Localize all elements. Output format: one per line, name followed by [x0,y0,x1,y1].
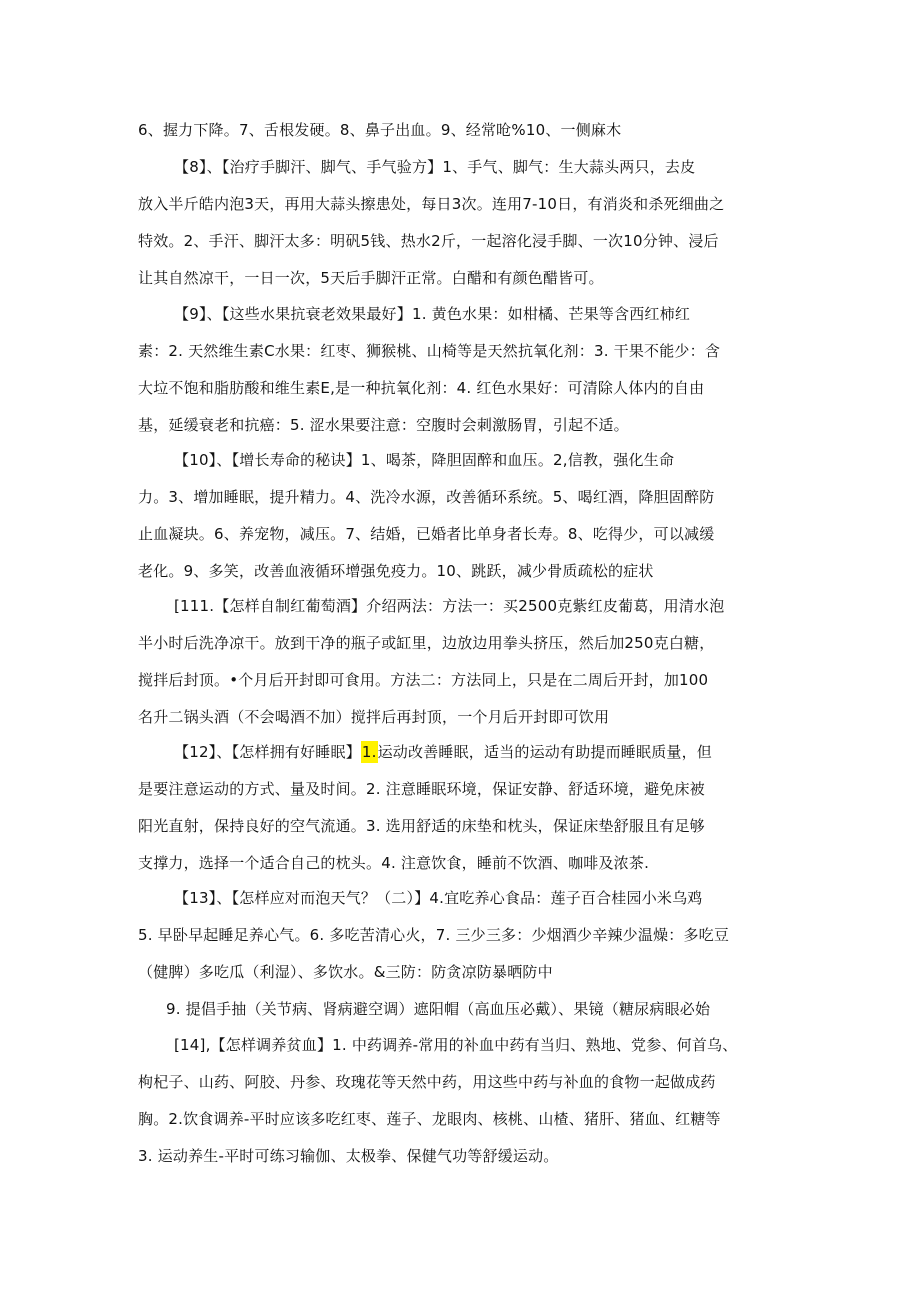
text-line: 5. 早卧早起睡足养心气。6. 多吃苦清心火，7. 三少三多：少烟酒少辛辣少温燥：多吃豆 [138,926,730,944]
text-line: 9. 提倡手抽（关节病、肾病避空调）遮阳帽（高血压必戴）、果镜（糖尿病眼必始 [166,1000,711,1018]
paragraph-8-sweat-remedy [138,149,778,297]
text-line: 放入半斤皓内泡3天，再用大蒜头擦患处，每日3次。连用7-10日，有消炎和杀死细曲之 [138,195,725,213]
text-line: 6、握力下降。7、舌根发硬。8、鼻子出血。9、经常呛%10、一侧麻木 [138,121,622,139]
paragraph-9-fruits [138,296,778,444]
text-line: 老化。9、多笑，改善血液循环增强免疫力。10、跳跃，减少骨质疏松的症状 [138,562,654,580]
text-line: 止血凝块。6、养宠物，减压。7、结婚，已婚者比单身者长寿。8、吃得少，可以减缓 [138,525,715,543]
text-line: 让其自然凉干，一日一次，5天后手脚汗正常。白醋和有颜色醋皆可。 [138,269,604,287]
text-line: [14],【怎样调养贫血】1. 中药调养-常用的补血中药有当归、熟地、党参、何首乌、 [174,1036,738,1054]
text-line: 【13】、【怎样应对而泡天气？（二）】4.宜吃养心食品：莲子百合桂园小米乌鸡 [174,889,703,907]
text-line: 【8】、【治疗手脚汗、脚气、手气验方】1、手气、脚气：生大蒜头两只，去皮 [174,158,696,176]
paragraph-13-weather [138,880,778,1028]
text-line: 特效。2、手汗、脚汗太多：明矾5钱、热水2斤，一起溶化浸手脚、一次10分钟、浸后 [138,232,719,250]
text-line: 力。3、增加睡眠，提升精力。4、洗冷水源，改善循环系统。5、喝红酒，降胆固醉防 [138,488,715,506]
text-line: 3. 运动养生-平时可练习输伽、太极拳、保健气功等舒缓运动。 [138,1147,559,1165]
text-line: 阳光直射，保持良好的空气流通。3. 选用舒适的床垫和枕头，保证床垫舒服且有足够 [138,817,705,835]
text-line: 大垃不饱和脂肪酸和维生素E,是一种抗氧化剂：4. 红色水果好：可清除人体内的自由 [138,379,705,397]
text-line: 搅拌后封顶。•个月后开封即可食用。方法二：方法同上，只是在二周后开封，加100 [138,671,709,689]
heading-text: 【12】、【怎样拥有好睡眠】 [174,743,361,761]
body-text: 运动改善睡眠，适当的运动有助提而睡眠质量，但 [377,743,713,761]
paragraph-10-longevity [138,442,778,590]
text-line: 半小时后洗净凉干。放到干净的瓶子或缸里，边放边用拳头挤压，然后加250克白糖， [138,634,715,652]
highlighted-text: 1. [361,743,377,761]
text-line [138,734,778,771]
text-line: [111.【怎样自制红葡萄酒】介绍两法：方法一：买2500克紫红皮葡葛，用清水泡 [174,597,725,615]
paragraph-12-sleep [138,734,778,882]
text-line: 名升二锅头酒（不会喝酒不加）搅拌后再封顶，一个月后开封即可饮用 [138,708,610,726]
text-line: 枸杞子、山药、阿胶、丹参、玫瑰花等天然中药，用这些中药与补血的食物一起做成药 [138,1073,716,1091]
text-line: 支撑力，选择一个适合自己的枕头。4. 注意饮食，睡前不饮酒、咖啡及浓茶. [138,854,650,872]
text-line: 胸。2.饮食调养-平时应该多吃红枣、莲子、龙眼肉、核桃、山楂、猪肝、猪血、红糖等 [138,1110,721,1128]
text-line: 【10】、【增长寿命的秘诀】1、喝茶，降胆固醉和血压。2,信教，强化生命 [174,451,675,469]
text-line: 是要注意运动的方式、量及时间。2. 注意睡眠环境，保证安静、舒适环境，避免床被 [138,780,705,798]
text-line: 【9】、【这些水果抗衰老效果最好】1. 黄色水果：如柑橘、芒果等含西红柿红 [174,305,691,323]
paragraph-14-anemia [138,1027,778,1175]
text-line: 基，延缓衰老和抗癌：5. 涩水果要注意：空腹时会刺激肠胃，引起不适。 [138,416,629,434]
paragraph-11-wine [138,588,778,736]
text-line: （健脾）多吃瓜（利湿）、多饮水。&三防：防贪凉防暴晒防中 [138,963,553,981]
text-line: 素：2. 天然维生素C水果：红枣、狮猴桃、山椅等是天然抗氧化剂：3. 干果不能少：含 [138,342,721,360]
paragraph-symptoms-tail [138,112,778,149]
